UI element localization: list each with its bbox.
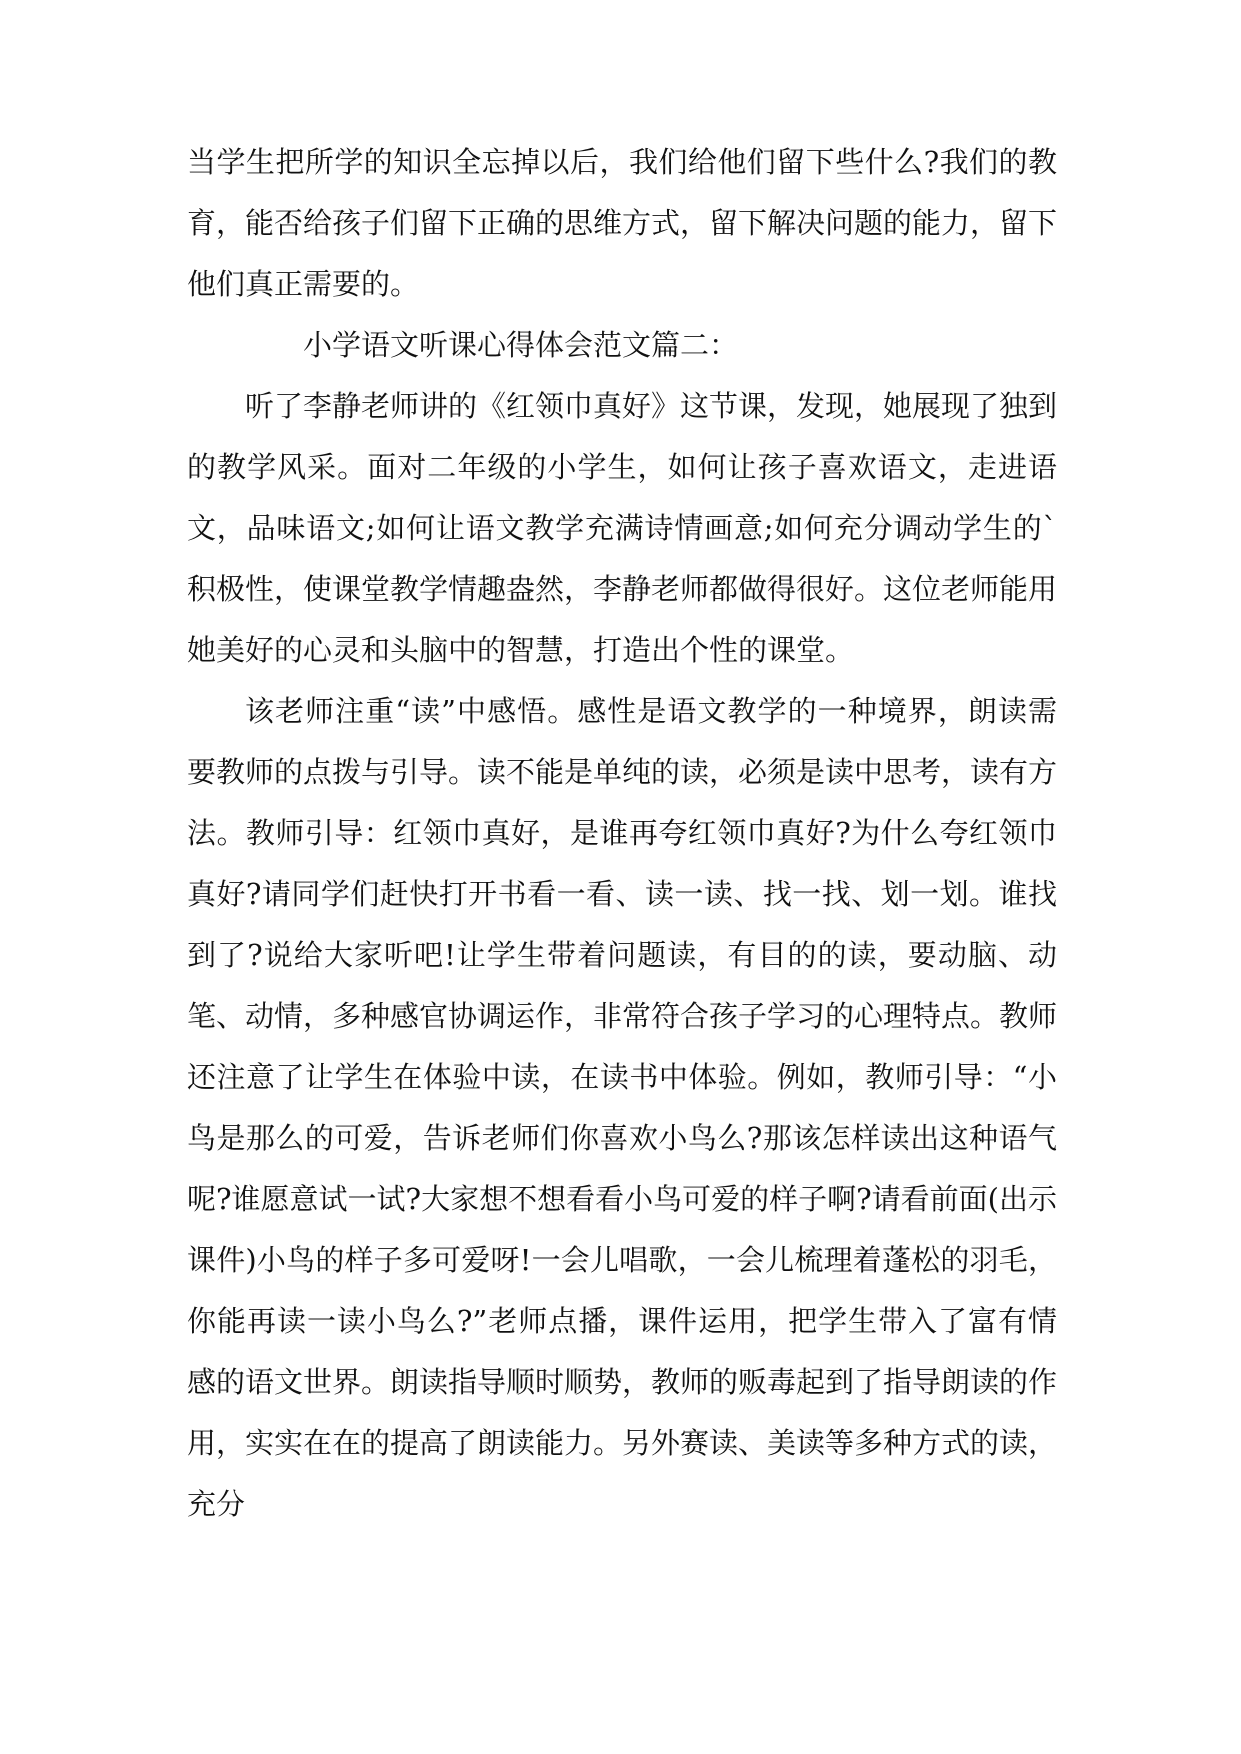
document-body xyxy=(187,132,1057,1535)
paragraph-intro: 当学生把所学的知识全忘掉以后，我们给他们留下些什么?我们的教育，能否给孩子们留下正确的思维方式，留下解决问题的能力，留下他们真正需要的。 xyxy=(187,145,1058,301)
paragraph-review: 听了李静老师讲的《红领巾真好》这节课，发现，她展现了独到的教学风采。面对二年级的小学生，如何让孩子喜欢语文，走进语文，品味语文;如何让语文教学充满诗情画意;如何充分调动学生的`积极性，使课堂教学情趣盎然，李静老师都做得很好。这位老师能用她美好的心灵和头脑中的智慧，打造出个性的课堂。 xyxy=(187,389,1058,667)
paragraph-reading: 该老师注重“读”中感悟。感性是语文教学的一种境界，朗读需要教师的点拨与引导。读不能是单纯的读，必须是读中思考，读有方法。教师引导：红领巾真好，是谁再夸红领巾真好?为什么夸红领巾真好?请同学们赶快打开书看一看、读一读、找一找、划一划。谁找到了?说给大家听吧!让学生带着问题读，有目的的读，要动脑、动笔、动情，多种感官协调运作，非常符合孩子学习的心理特点。教师还注意了让学生在体验中读，在读书中体验。例如，教师引导：“小鸟是那么的可爱，告诉老师们你喜欢小鸟么?那该怎样读出这种语气呢?谁愿意试一试?大家想不想看看小鸟可爱的样子啊?请看前面(出示课件)小鸟的样子多可爱呀!一会儿唱歌，一会儿梳理着蓬松的羽毛，你能再读一读小鸟么?”老师点播，课件运用，把学生带入了富有情感的语文世界。朗读指导顺时顺势，教师的贩毒起到了指导朗读的作用，实实在在的提高了朗读能力。另外赛读、美读等多种方式的读，充分 xyxy=(187,694,1058,1521)
section-heading: 小学语文听课心得体会范文篇二： xyxy=(303,328,739,362)
